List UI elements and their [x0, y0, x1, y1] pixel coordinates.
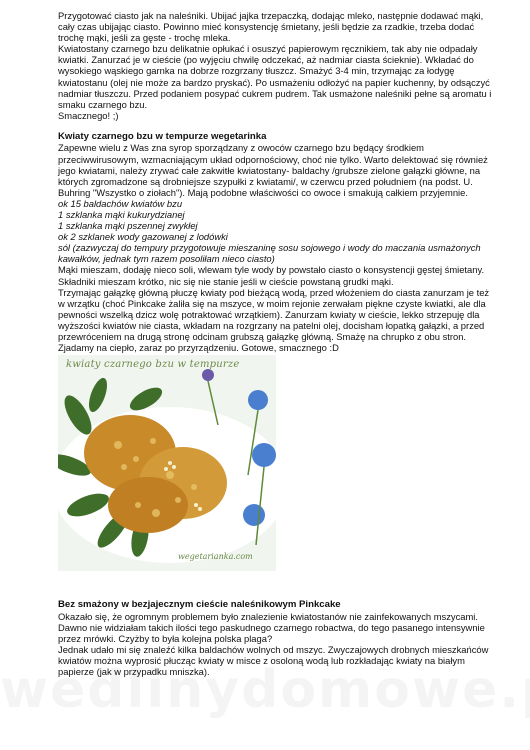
section2-title: Bez smażony w bezjajecznym cieście naleśnikowym Pinkcake — [58, 599, 341, 611]
ingredient-item: sól (zazwyczaj do tempury przygotowuje mieszaninę sosu sojowego i wody do maczania usmażonych kawałków, jednak tym razem posoliłam nieco ciasto) — [58, 242, 481, 265]
section1-paragraph-1: Zapewne wielu z Was zna syrop sporządzany z owoców czarnego bzu będący środkiem przeciwwirusowym, wzmacniającym układ odpornościowy, choć nie tylko. Warto delektować się również jego kwiatami, należy zrywać całe zakwitłe kwiatostany- baldachy /grubsze zielone gałązki główne, na których zgromadzone są drobniejsze szypułki z kwiatami/, w czerwcu przed południem (na podst. U. Buhring "Wszystko o ziołach"). Mają podobne właściwości co owoce i smakują całkiem przyjemnie. — [58, 142, 488, 198]
document-page — [58, 10, 498, 677]
ingredient-item: ok 15 baldachów kwiatów bzu — [58, 197, 183, 209]
tempura-illustration — [58, 355, 276, 571]
intro-paragraph-2: Kwiatostany czarnego bzu delikatnie opłukać i osuszyć papierowym ręcznikiem, tak aby nie odpadały kwiatki. Zanurzać je w cieście (po wyjęciu chwilę odczekać, aż nadmiar ciasta ścieknie). Wkładać do wysokiego wąskiego garnka na dobrze rozgrzany tłuszcz. Smażyć 3-4 min, trzymając za łodygę kwiatostanu (olej nie może za bardzo pryskać). Po usmażeniu odłożyć na papier kuchenny, by odsączyć nadmiar tłuszczu. Przed podaniem posypać cukrem pudrem. Tak usmażone naleśniki pełne są aromatu i smaku czarnego bzu. — [58, 43, 492, 110]
section1-paragraph-2: Mąki mieszam, dodaję nieco soli, wlewam tyle wody by powstało ciasto o konsystencji gęstej śmietany. Składniki mieszam krótko, nic się nie stanie jeśli w cieście powstaną grudki mąki. — [58, 264, 485, 287]
photo-caption-top: kwiaty czarnego bzu w tempurze — [66, 359, 240, 371]
ingredient-item: ok 2 szklanek wody gazowanej z lodówki — [58, 231, 228, 243]
photo-caption-bottom: wegetarianka.com — [178, 552, 253, 562]
ingredient-item: 1 szklanka mąki pszennej zwykłej — [58, 220, 198, 232]
intro-paragraph-3: Smacznego! ;) — [58, 109, 119, 121]
tempura-photo — [58, 355, 276, 571]
section2-paragraph-1: Okazało się, że ogromnym problemem było znalezienie kwiatostanów nie zainfekowanych mszycami. Dawno nie widziałam takich ilości tego paskudnego czarnego robactwa, do tego pasanego intensywnie przez mrówki. Czyżby to była kolejna polska plaga? — [58, 610, 485, 644]
section1-paragraph-3: Trzymając gałązkę główną płuczę kwiaty pod bieżącą wodą, przed włożeniem do ciasta zanurzam je też w wrzątku (choć Pinkcake żaliła się na mszyce, w moim rejonie zerwałam piękne czyste kwiatki, ale dla pewności wszelką dzicz wolę potraktować wrzątkiem). Zanurzam kwiaty w cieście, lekko strzepuję dla wyższości kwiatów nie ciasta, wkładam na rozgrzany na patelni olej, docisham łopatką gałązki, a przed przewróceniem na drugą stronę odcinam grubszą gałązkę główną. Smażę na chrupko z obu stron. Zjadamy na ciepło, zaraz po przyrządzeniu. Gotowe, smacznego :D — [58, 286, 490, 354]
section2-paragraph-2: Jednak udało mi się znaleźć kilka baldachów wolnych od mszyc. Zwyczajowych drobnych mieszkańców kwiatów można wyprosić płucząc kwiaty w misce z osoloną wodą lub rozkładając kwiaty na białym papierze (jak w przypadku mniszka). — [58, 644, 489, 678]
section1-title: Kwiaty czarnego bzu w tempurze wegetarinka — [58, 130, 267, 142]
intro-paragraph-1: Przygotować ciasto jak na naleśniki. Ubijać jajka trzepaczką, dodając mleko, następnie dodawać mąki, cały czas ubijając ciasto. Powinno mieć konsystencję śmietany, jeśli będzie za rzadkie, trzeba dodać trochę mąki, jeśli za gęste - trochę mleka. — [58, 10, 484, 44]
ingredient-item: 1 szklanka mąki kukurydzianej — [58, 209, 185, 220]
section2 — [58, 599, 498, 677]
